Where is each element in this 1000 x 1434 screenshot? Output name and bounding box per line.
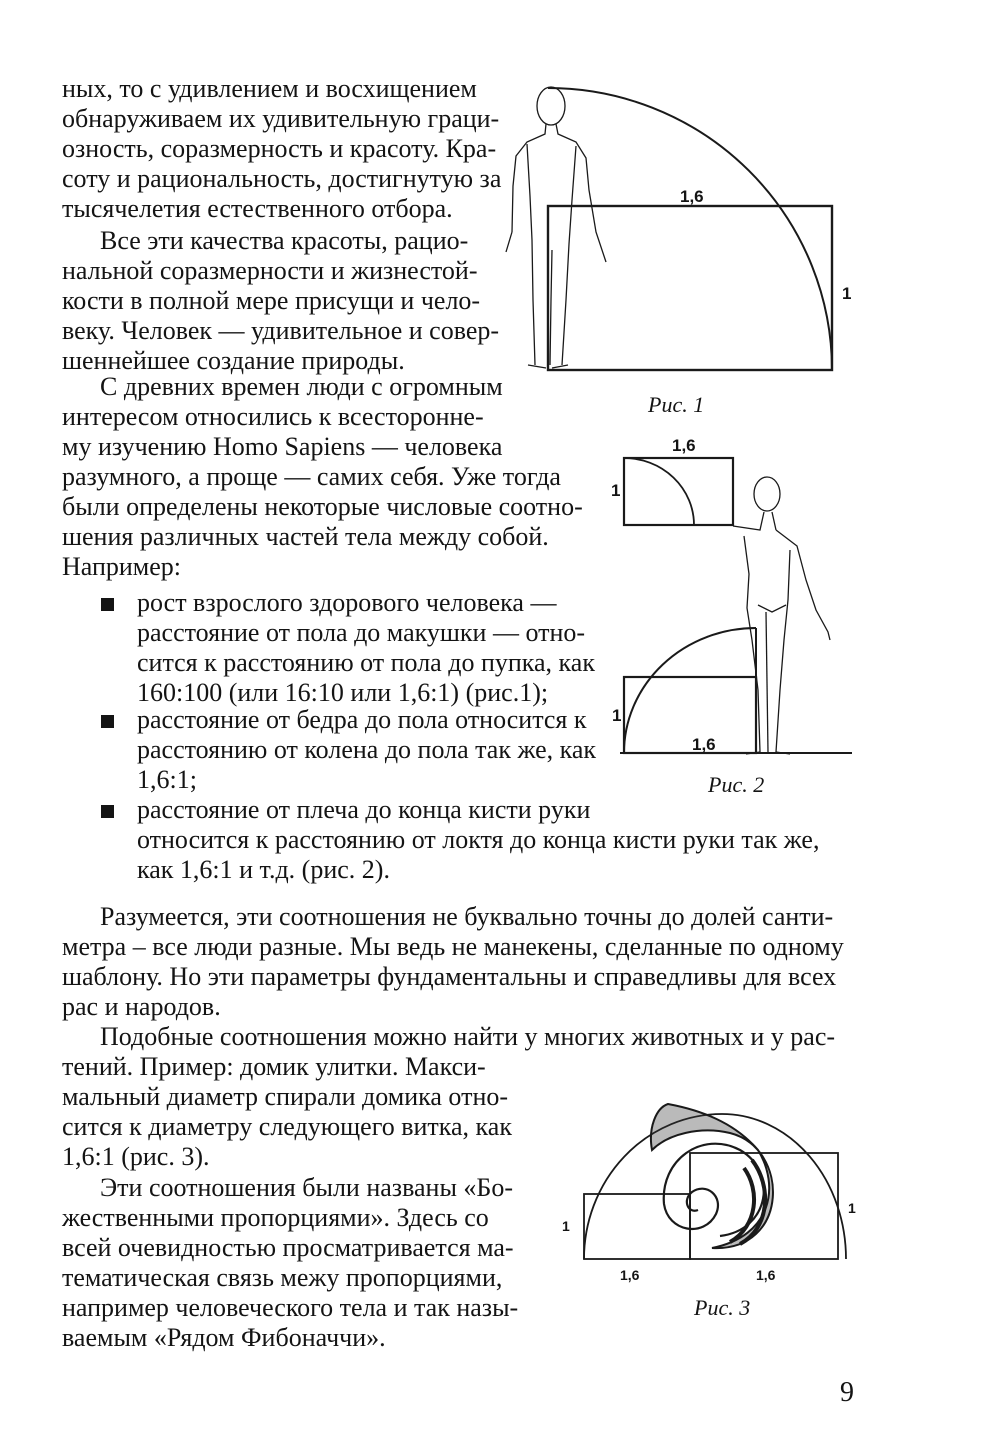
text-line: Разумеется, эти соотношения не буквально точны до долей санти- (100, 902, 834, 931)
fig3-right-height-label: 1 (848, 1200, 856, 1216)
fig3-caption: Рис. 3 (694, 1295, 751, 1320)
text-line: жественными пропорциями». Здесь со (62, 1203, 489, 1232)
text-line: шаблону. Но эти параметры фундаментальны и справедливы для всех (62, 962, 837, 991)
fig1-rectangle (548, 206, 832, 370)
fig1-human-figure (506, 87, 606, 368)
text-line: расстоянию от колена до пола так же, как (137, 735, 597, 764)
fig3-left-rectangle (584, 1194, 690, 1259)
text-line: тений. Пример: домик улитки. Макси- (62, 1052, 486, 1081)
text-line: обнаруживаем их удивительную граци- (62, 104, 500, 133)
text-line: ных, то с удивлением и восхищением (62, 74, 477, 103)
fig3-drawing (584, 1104, 846, 1259)
text-line: например человеческого тела и так назы- (62, 1293, 519, 1322)
text-line: му изучению Homo Sapiens — человека (62, 432, 503, 461)
fig2-top-rectangle (624, 458, 733, 525)
text-line: 1,6:1 (рис. 3). (62, 1142, 210, 1171)
fig3-outer-arc (584, 1114, 846, 1259)
text-line: тысячелетия естественного отбора. (62, 194, 453, 223)
text-line: интересом относились к всесторонне- (62, 402, 484, 431)
text-line: кости в полной мере присущи и чело- (62, 286, 481, 315)
text-line: нальной соразмерности и жизнестой- (62, 256, 478, 285)
fig2-top-width-label: 1,6 (672, 436, 696, 455)
text-line: всей очевидностью просматривается ма- (62, 1233, 514, 1262)
text-line: 160:100 (или 16:10 или 1,6:1) (рис.1); (137, 678, 549, 707)
bullet-marker (101, 805, 114, 818)
fig2-human-figure (733, 477, 830, 754)
fig3-left-height-label: 1 (562, 1218, 570, 1234)
fig2-top-height-label: 1 (611, 481, 621, 500)
fig2-drawing (620, 458, 852, 754)
text-line: соту и рациональность, достигнутую за (62, 164, 502, 193)
text-line: метра – все люди разные. Мы ведь не манекены, сделанные по одному (62, 932, 844, 961)
text-line: разумного, а проще — самих себя. Уже тогда (62, 462, 561, 491)
text-line: сится к расстоянию от пола до пупка, как (137, 648, 595, 677)
fig1-caption: Рис. 1 (648, 392, 705, 417)
fig2-bottom-width-label: 1,6 (692, 735, 716, 754)
text-line: Подобные соотношения можно найти у многих животных и у рас- (100, 1022, 836, 1051)
fig1-width-label: 1,6 (680, 187, 704, 206)
text-line: расстояние от пола до макушки — отно- (137, 618, 586, 647)
text-line: тематическая связь межу пропорциями, (62, 1263, 503, 1292)
page-number: 9 (840, 1377, 854, 1408)
text-line: ваемым «Рядом Фибоначчи». (62, 1323, 386, 1352)
text-line: озность, соразмерность и красоту. Кра- (62, 134, 497, 163)
bullet-marker (101, 715, 114, 728)
text-line: как 1,6:1 и т.д. (рис. 2). (137, 855, 390, 884)
text-line: рост взрослого здорового человека — (137, 588, 557, 617)
bullet-marker (101, 598, 114, 611)
fig3-shell-body (651, 1104, 773, 1248)
fig1-height-label: 1 (842, 284, 852, 303)
fig3-left-width-label: 1,6 (620, 1267, 640, 1283)
fig2-bottom-height-label: 1 (612, 706, 622, 725)
fig2-bottom-arc (624, 628, 756, 753)
text-line: мальный диаметр спирали домика отно- (62, 1082, 509, 1111)
text-line: расстояние от бедра до пола относится к (137, 705, 587, 734)
text-line: расстояние от плеча до конца кисти руки (137, 795, 591, 824)
text-line: веку. Человек — удивительное и совер- (62, 316, 500, 345)
text-line: рас и народов. (62, 992, 221, 1021)
text-line: Все эти качества красоты, рацио- (100, 226, 469, 255)
fig2-caption: Рис. 2 (708, 772, 765, 797)
fig1-drawing (506, 87, 832, 370)
text-line: 1,6:1; (137, 765, 197, 794)
text-line: сится к диаметру следующего витка, как (62, 1112, 512, 1141)
text-line: Например: (62, 552, 182, 581)
text-line: шения различных частей тела между собой. (62, 522, 549, 551)
fig3-right-width-label: 1,6 (756, 1267, 776, 1283)
text-line: шеннейшее создание природы. (62, 346, 405, 375)
text-line: относится к расстоянию от локтя до конца кисти руки так же, (137, 825, 820, 854)
fig2-top-arc (624, 458, 694, 525)
fig1-arc (548, 88, 832, 370)
text-line: С древних времен люди с огромным (100, 372, 503, 401)
text-line: были определены некоторые числовые соотно- (62, 492, 583, 521)
text-line: Эти соотношения были названы «Бо- (100, 1173, 514, 1202)
